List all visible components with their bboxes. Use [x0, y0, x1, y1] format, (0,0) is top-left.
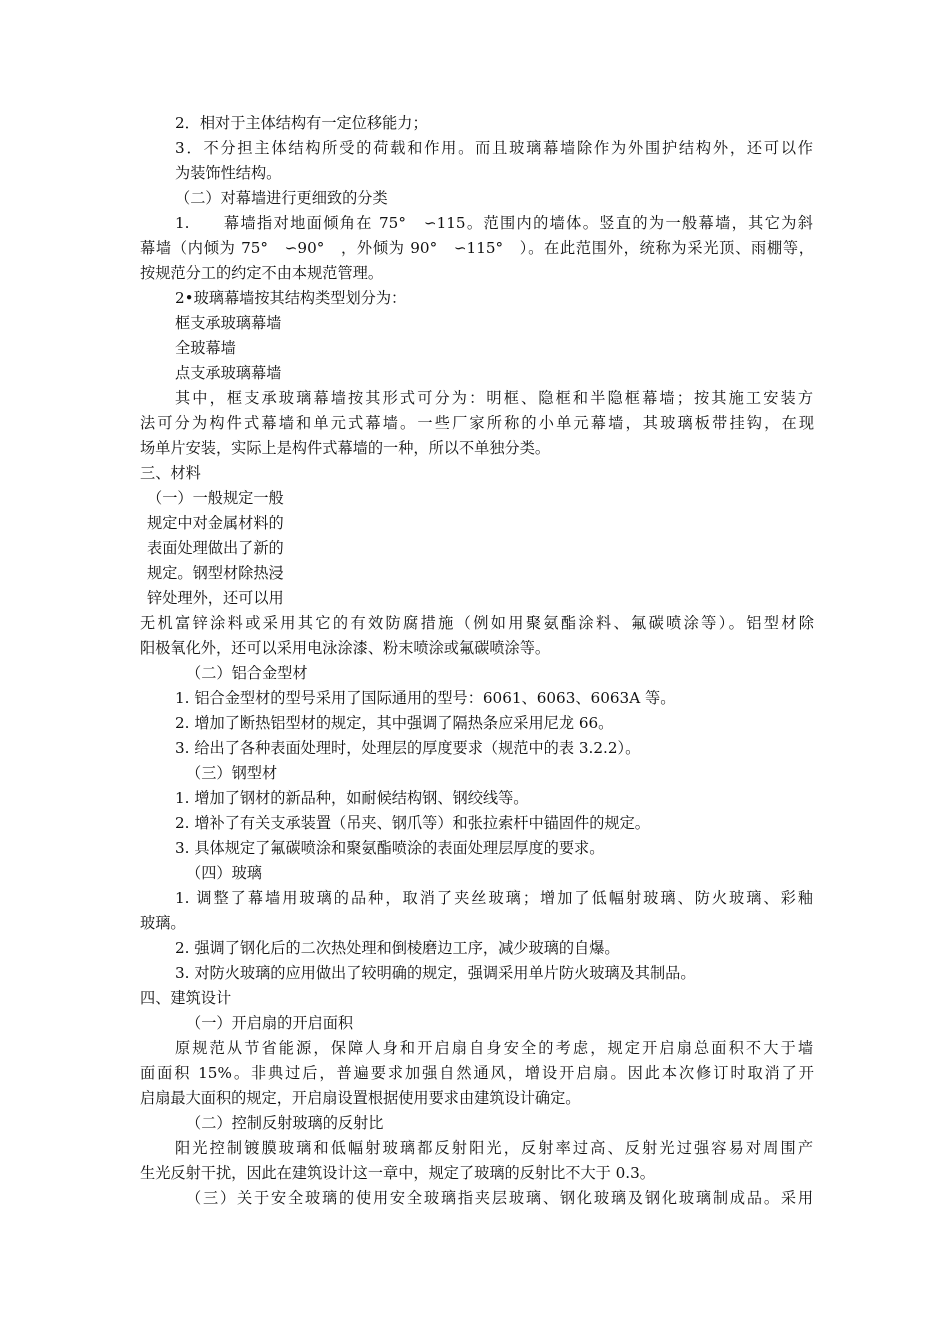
- list-item: 框支承玻璃幕墙: [175, 314, 282, 332]
- text-line: 1. 幕墙指对地面倾角在 75° ∽115。范围内的墙体。竖直的为一般幕墙，其它为斜: [175, 214, 813, 232]
- chapter-heading: 四、建筑设计: [140, 989, 232, 1007]
- section-heading: （二）铝合金型材: [186, 664, 308, 682]
- text-line: 规定中对金属材料的: [147, 514, 284, 532]
- text-line: 生光反射干扰，因此在建筑设计这一章中，规定了玻璃的反射比不大于 0.3。: [140, 1164, 655, 1182]
- list-item: 3. 对防火玻璃的应用做出了较明确的规定，强调采用单片防火玻璃及其制品。: [175, 964, 696, 982]
- section-heading: （一）开启扇的开启面积: [186, 1014, 354, 1032]
- list-item: 点支承玻璃幕墙: [175, 364, 282, 382]
- list-item: 全玻幕墙: [175, 339, 236, 357]
- list-item: 2. 增加了断热铝型材的规定，其中强调了隔热条应采用尼龙 66。: [175, 714, 614, 732]
- list-item: 3. 给出了各种表面处理时，处理层的厚度要求（规范中的表 3.2.2）。: [175, 739, 641, 757]
- text-line: 2．相对于主体结构有一定位移能力；: [175, 114, 428, 132]
- text-line: 玻璃。: [140, 914, 186, 932]
- list-item: 2. 强调了钢化后的二次热处理和倒棱磨边工序，减少玻璃的自爆。: [175, 939, 620, 957]
- text-line: 面面积 15%。非典过后，普遍要求加强自然通风，增设开启扇。因此本次修订时取消了开: [140, 1064, 814, 1082]
- text-line: 启扇最大面积的规定，开启扇设置根据使用要求由建筑设计确定。: [140, 1089, 581, 1107]
- text-line: 场单片安装，实际上是构件式幕墙的一种，所以不单独分类。: [140, 439, 551, 457]
- text-line: 2•玻璃幕墙按其结构类型划分为：: [175, 289, 407, 307]
- text-line: 原规范从节省能源，保障人身和开启扇自身安全的考虑，规定开启扇总面积不大于墙: [175, 1039, 813, 1057]
- list-item: 1. 铝合金型材的型号采用了国际通用的型号：6061、6063、6063A 等。: [175, 689, 676, 707]
- section-heading: （三）关于安全玻璃的使用安全玻璃指夹层玻璃、钢化玻璃及钢化玻璃制成品。采用: [186, 1189, 813, 1207]
- chapter-heading: 三、材料: [140, 464, 201, 482]
- list-item: 1. 调整了幕墙用玻璃的品种，取消了夹丝玻璃；增加了低幅射玻璃、防火玻璃、彩釉: [175, 889, 813, 907]
- text-line: 其中，框支承玻璃幕墙按其形式可分为：明框、隐框和半隐框幕墙；按其施工安装方: [175, 389, 813, 407]
- section-heading: （四）玻璃: [186, 864, 262, 882]
- text-line: 3．不分担主体结构所受的荷载和作用。而且玻璃幕墙除作为外围护结构外，还可以作: [175, 139, 813, 157]
- text-line: 按规范分工的约定不由本规范管理。: [140, 264, 383, 282]
- text-line: 阳光控制镀膜玻璃和低幅射玻璃都反射阳光，反射率过高、反射光过强容易对周围产: [175, 1139, 813, 1157]
- text-line: 法可分为构件式幕墙和单元式幕墙。一些厂家所称的小单元幕墙，其玻璃板带挂钩，在现: [140, 414, 814, 432]
- text-line: 规定。钢型材除热浸: [147, 564, 284, 582]
- section-heading: （一）一般规定一般: [147, 489, 284, 507]
- section-heading: （三）钢型材: [186, 764, 278, 782]
- list-item: 1. 增加了钢材的新品种，如耐候结构钢、钢绞线等。: [175, 789, 529, 807]
- list-item: 2. 增补了有关支承装置（吊夹、钢爪等）和张拉索杆中锚固件的规定。: [175, 814, 650, 832]
- text-line: 表面处理做出了新的: [147, 539, 284, 557]
- section-heading: （二）控制反射玻璃的反射比: [186, 1114, 384, 1132]
- text-line: 锌处理外，还可以用: [147, 589, 284, 607]
- section-heading: （二）对幕墙进行更细致的分类: [175, 189, 388, 207]
- text-line: 阳极氧化外，还可以采用电泳涂漆、粉末喷涂或氟碳喷涂等。: [140, 639, 551, 657]
- text-line: 无机富锌涂料或采用其它的有效防腐措施（例如用聚氨酯涂料、氟碳喷涂等）。铝型材除: [140, 614, 814, 632]
- text-line: 幕墙（内倾为 75° ∽90° ，外倾为 90° ∽115° ）。在此范围外，统称为采光顶、雨棚等，: [140, 239, 814, 257]
- text-line: 为装饰性结构。: [175, 164, 282, 182]
- list-item: 3. 具体规定了氟碳喷涂和聚氨酯喷涂的表面处理层厚度的要求。: [175, 839, 605, 857]
